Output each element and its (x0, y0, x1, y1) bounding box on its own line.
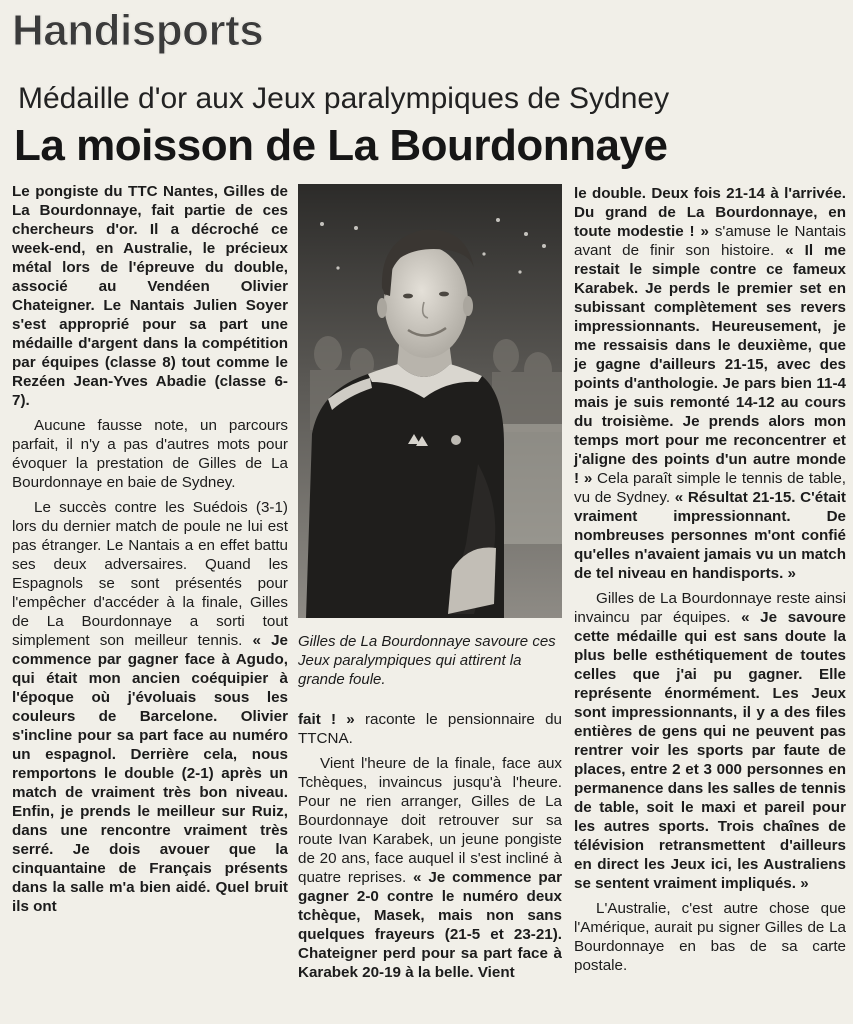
paragraph-text: Gilles de La Bourdonnaye reste ainsi invaincu par équipes. (574, 590, 846, 626)
paragraph (298, 710, 562, 748)
article-lead: Le pongiste du TTC Nantes, Gilles de La Bourdonnaye, fait partie de ces chercheurs d'or. Il a décroché ce week-end, en Australie, le précieux métal lors de l'épreuve du double, associé au Vendéen Olivier Chateigner. Le Nantais Julien Soyer s'est approprié pour sa part une médaille d'argent dans la compétition par équipes (classe 8) tout comme le Rezéen Jean-Yves Abadie (classe 6-7). (12, 183, 288, 409)
quote-text: fait ! » (298, 711, 355, 728)
paragraph-text: raconte le pensionnaire du TTCNA. (298, 711, 562, 747)
paragraph-text: Aucune fausse note, un parcours parfait, il n'y a pas d'autres mots pour évoquer la prestation de Gilles de La Bourdonnaye en baie de Sydney. (12, 417, 288, 491)
article-photo (298, 184, 562, 618)
quote-text: « Je commence par gagner face à Agudo, qui était mon ancien coéquipier à l'époque où j'évoluais sous les couleurs de Barcelone. Olivier s'incline pour sa part face au numéro un espagnol. Derrière cela, nous remportons le double (2-1) après un match de vraiment très bon niveau. Enfin, je prends le meilleur sur Ruiz, dans une rencontre vraiment très serré. Je dois avouer que la cinquantaine de Français présents dans la salle m'a bien aidé. Quel bruit ils ont (12, 632, 288, 915)
article-headline: La moisson de La Bourdonnaye (14, 121, 668, 170)
quote-text: le double. Deux fois 21-14 à l'arrivée. Du grand de La Bourdonnaye, en toute modestie ! » (574, 185, 846, 240)
article-column-1 (12, 182, 288, 922)
paragraph (574, 184, 846, 583)
paragraph (574, 589, 846, 893)
player-portrait-image (298, 184, 562, 618)
paragraph (12, 498, 288, 916)
quote-text: « Je commence par gagner 2-0 contre le numéro deux tchèque, Masek, mais non sans quelques frayeurs (21-5 et 23-21). Chateigner perd pour sa part face à Karabek 20-19 à la belle. Vient (298, 869, 562, 981)
article-column-2 (298, 710, 562, 988)
article-kicker: Médaille d'or aux Jeux paralympiques de Sydney (18, 82, 670, 115)
paragraph-text: s'amuse le Nantais avant de finir son histoire. (574, 223, 846, 259)
quote-text: « Résultat 21-15. C'était vraiment impressionnant. De nombreuses personnes m'ont confié qu'elles n'avaient jamais vu un match de tel niveau en handisports. » (574, 489, 846, 582)
article-column-3 (574, 184, 846, 981)
paragraph-text: Le succès contre les Suédois (3-1) lors du dernier match de poule ne lui est pas étranger. Le Nantais a en effet battu ses deux adversaires. Quand les Espagnols se sont présentés pour l'empêcher d'accéder à la finale, Gilles de La Bourdonnaye a sorti tout simplement son meilleur tennis. (12, 499, 288, 649)
paragraph-text: L'Australie, c'est autre chose que l'Amérique, aurait pu signer Gilles de La Bourdonnaye en bas de sa carte postale. (574, 900, 846, 974)
section-title: Handisports (12, 6, 264, 55)
adjacent-column-bleed (340, 0, 853, 92)
photo-caption: Gilles de La Bourdonnaye savoure ces Jeux paralympiques qui attirent la grande foule. (298, 633, 556, 688)
paragraph (574, 899, 846, 975)
paragraph (12, 416, 288, 492)
quote-text: « Il me restait le simple contre ce fameux Karabek. Je perds le premier set en subissant complètement ses revers impressionnants. Heureusement, je me ressaisis dans le deuxième, que je gagne d'ailleurs 21-15, avec des points d'anthologie. Je pars bien 11-4 mais je suis remonté 14-12 au cours du troisième. Je prends alors mon temps mort pour me reconcentrer et j'aligne des points d'un autre monde ! » (574, 242, 846, 487)
paragraph (298, 754, 562, 982)
paragraph-text: Cela paraît simple le tennis de table, vu de Sydney. (574, 470, 846, 506)
quote-text: « Je savoure cette médaille qui est sans doute la plus belle esthétiquement de toutes celles que j'ai pu gagner. Elle représente énormément. Les Jeux sont impressionnants, il y a des files entières de gens qui ne peuvent pas rentrer voir les sports par faute de places, entre 2 et 3 000 personnes en permanence dans les salles de tennis de table, soit le maxi et pareil pour les autres sports. Trois chaînes de télévision retransmettent d'ailleurs en direct les Jeux ici, les Australiens se sentent vraiment impliqués. » (574, 609, 846, 892)
paragraph-text: Vient l'heure de la finale, face aux Tchèques, invaincus jusqu'à l'heure. Pour ne rien arranger, Gilles de La Bourdonnaye doit retrouver sur sa route Ivan Karabek, un jeune pongiste de 20 ans, face auquel il s'est incliné à quatre reprises. (298, 755, 562, 886)
